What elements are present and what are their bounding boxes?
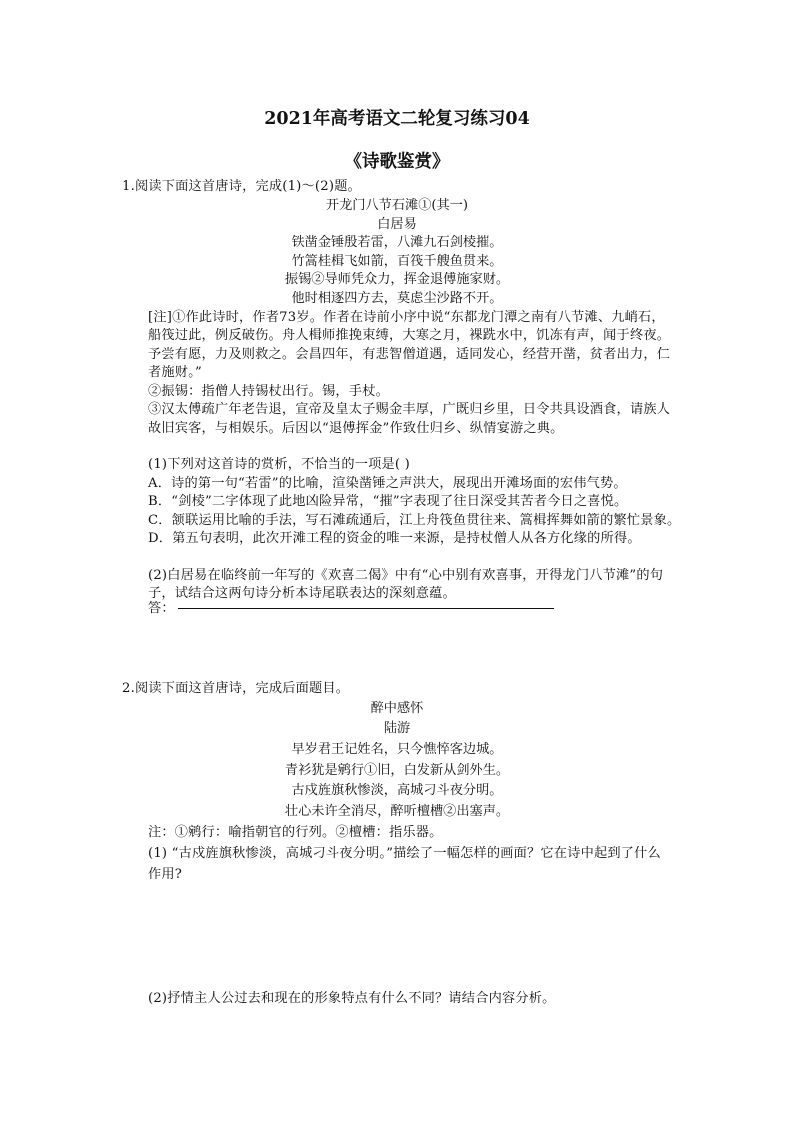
q2-poem-line: 青衫犹是鹓行①旧，白发新从剑外生。 <box>284 763 510 778</box>
q1-poem-line: 竹篙桂楫飞如箭，百筏千艘鱼贯来。 <box>291 254 503 269</box>
q1-note-line: 者施财。” <box>148 365 202 380</box>
q2-poem-author: 陆游 <box>383 721 411 736</box>
q1-sub2-line: (2)白居易在临终前一年写的《欢喜二偈》中有“心中别有欢喜事，开得龙门八节滩”的句 <box>148 568 664 583</box>
q1-poem-author: 白居易 <box>377 217 417 232</box>
q1-option-d: D．第五句表明，此次开滩工程的资金的唯一来源，是持杖僧人从各方化缘的所得。 <box>148 531 641 546</box>
q1-note-line: [注]①作此诗时，作者73岁。作者在诗前小序中说“东都龙门潭之南有八节滩、九峭石， <box>148 310 665 325</box>
q1-sub2-line: 子，试结合这两句诗分析本诗尾联表达的深刻意蕴。 <box>148 586 456 601</box>
q1-note-line: ③汉太傅疏广年老告退，宣帝及皇太子赐金丰厚，广既归乡里，日令共具设酒食，请族人 <box>148 402 671 417</box>
q1-poem-title: 开龙门八节石滩①(其一) <box>325 198 469 213</box>
q2-sub1-line: 作用? <box>148 867 183 882</box>
q1-note-line: 船筏过此，例反破伤。舟人楫师推挽束缚，大寒之月，裸跣水中，饥冻有声，闻于终夜。 <box>148 328 671 343</box>
q1-poem-line: 他时相逐四方去，莫虑尘沙路不开。 <box>291 291 503 306</box>
page-subtitle: 《诗歌鉴赏》 <box>344 152 450 172</box>
q2-sub2: (2)抒情主人公过去和现在的形象特点有什么不同？请结合内容分析。 <box>148 991 556 1006</box>
q2-poem-title: 醉中感怀 <box>370 701 424 716</box>
q2-note: 注：①鹓行：喻指朝官的行列。②檀槽：指乐器。 <box>148 825 443 840</box>
q1-note-line: ②振锡：指僧人持锡杖出行。锡，手杖。 <box>148 384 389 399</box>
q1-answer-label: 答： <box>148 601 175 616</box>
q2-poem-line: 壮心未许全消尽，醉听檀槽②出塞声。 <box>284 804 510 819</box>
q1-note-line: 故旧宾客，与相娱乐。后因以“退傅挥金”作致仕归乡、纵情宴游之典。 <box>148 421 564 436</box>
q2-poem-line: 早岁君王记姓名，只今憔悴客边城。 <box>291 742 503 757</box>
q1-sub1-stem: (1)下列对这首诗的赏析，不恰当的一项是( ) <box>148 457 410 472</box>
q2-sub1-line: (1) “古戍旌旗秋惨淡，高城刁斗夜分明。”描绘了一幅怎样的画面？它在诗中起到了什么 <box>148 846 661 861</box>
q1-poem-line: 振锡②导师凭众力，挥金退傅施家财。 <box>284 272 510 287</box>
q1-intro: 1.阅读下面这首唐诗，完成(1)～(2)题。 <box>122 179 361 194</box>
q1-option-b: B．“剑棱”二字体现了此地凶险异常，“摧”字表现了往日深受其苦者今日之喜悦。 <box>148 494 628 509</box>
q1-poem-line: 铁凿金锤殷若雷，八滩九石剑棱摧。 <box>291 235 503 250</box>
q2-intro: 2.阅读下面这首唐诗，完成后面题目。 <box>122 681 350 696</box>
q1-note-line: 予尝有愿，力及则救之。会昌四年，有悲智僧道遇，适同发心，经营开凿，贫者出力，仁 <box>148 347 671 362</box>
q1-option-a: A．诗的第一句“若雷”的比喻，渲染凿锤之声洪大，展现出开滩场面的宏伟气势。 <box>148 476 627 491</box>
page-title: 2021年高考语文二轮复习练习04 <box>264 109 530 129</box>
q2-poem-line: 古戍旌旗秋惨淡，高城刁斗夜分明。 <box>291 783 503 798</box>
q1-answer-line[interactable] <box>178 608 554 609</box>
q1-option-c: C．颔联运用比喻的手法，写石滩疏通后，江上舟筏鱼贯往来、篙楫挥舞如箭的繁忙景象。 <box>148 513 681 528</box>
